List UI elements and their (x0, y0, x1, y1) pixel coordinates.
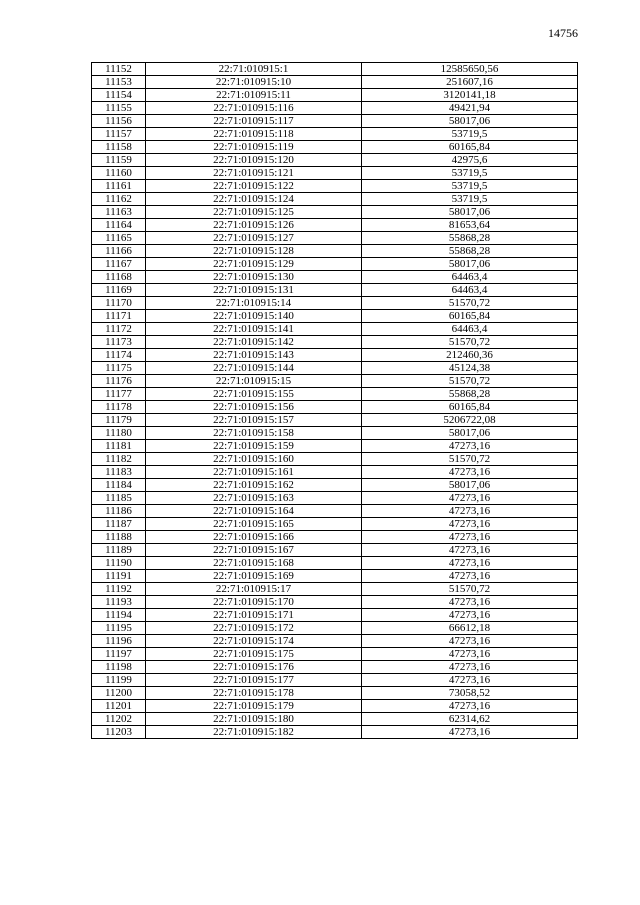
table-row (92, 518, 578, 531)
cadastral-number-cell: 22:71:010915:160 (146, 453, 362, 466)
value-cell: 47273,16 (362, 648, 578, 661)
table-row (92, 414, 578, 427)
cadastral-number-cell: 22:71:010915:156 (146, 401, 362, 414)
table-row (92, 648, 578, 661)
value-cell: 5206722,08 (362, 414, 578, 427)
value-cell: 58017,06 (362, 479, 578, 492)
row-number-cell: 11158 (92, 141, 146, 154)
cadastral-value-table (91, 62, 578, 739)
cadastral-number-cell: 22:71:010915:117 (146, 115, 362, 128)
value-cell: 47273,16 (362, 531, 578, 544)
cadastral-number-cell: 22:71:010915:141 (146, 323, 362, 336)
value-cell: 251607,16 (362, 76, 578, 89)
row-number-cell: 11159 (92, 154, 146, 167)
row-number-cell: 11173 (92, 336, 146, 349)
table-row (92, 284, 578, 297)
row-number-cell: 11199 (92, 674, 146, 687)
row-number-cell: 11178 (92, 401, 146, 414)
row-number-cell: 11164 (92, 219, 146, 232)
table-row (92, 622, 578, 635)
row-number-cell: 11179 (92, 414, 146, 427)
table-row (92, 609, 578, 622)
value-cell: 53719,5 (362, 128, 578, 141)
value-cell: 47273,16 (362, 570, 578, 583)
cadastral-number-cell: 22:71:010915:158 (146, 427, 362, 440)
row-number-cell: 11192 (92, 583, 146, 596)
cadastral-number-cell: 22:71:010915:127 (146, 232, 362, 245)
value-cell: 47273,16 (362, 440, 578, 453)
table-row (92, 232, 578, 245)
row-number-cell: 11155 (92, 102, 146, 115)
row-number-cell: 11174 (92, 349, 146, 362)
table-row (92, 557, 578, 570)
page-number: 14756 (548, 26, 578, 40)
cadastral-number-cell: 22:71:010915:177 (146, 674, 362, 687)
table-row (92, 375, 578, 388)
value-cell: 51570,72 (362, 336, 578, 349)
cadastral-number-cell: 22:71:010915:128 (146, 245, 362, 258)
cadastral-number-cell: 22:71:010915:155 (146, 388, 362, 401)
row-number-cell: 11175 (92, 362, 146, 375)
row-number-cell: 11171 (92, 310, 146, 323)
value-cell: 58017,06 (362, 258, 578, 271)
cadastral-number-cell: 22:71:010915:182 (146, 726, 362, 739)
value-cell: 55868,28 (362, 232, 578, 245)
cadastral-number-cell: 22:71:010915:143 (146, 349, 362, 362)
table-row (92, 219, 578, 232)
table-row (92, 713, 578, 726)
row-number-cell: 11193 (92, 596, 146, 609)
cadastral-number-cell: 22:71:010915:164 (146, 505, 362, 518)
table-row (92, 440, 578, 453)
table-body (92, 63, 578, 739)
table-row (92, 596, 578, 609)
cadastral-number-cell: 22:71:010915:124 (146, 193, 362, 206)
cadastral-number-cell: 22:71:010915:165 (146, 518, 362, 531)
value-cell: 51570,72 (362, 297, 578, 310)
value-cell: 51570,72 (362, 583, 578, 596)
row-number-cell: 11191 (92, 570, 146, 583)
table-row (92, 89, 578, 102)
row-number-cell: 11154 (92, 89, 146, 102)
value-cell: 53719,5 (362, 167, 578, 180)
cadastral-number-cell: 22:71:010915:129 (146, 258, 362, 271)
cadastral-number-cell: 22:71:010915:179 (146, 700, 362, 713)
table-row (92, 505, 578, 518)
value-cell: 64463,4 (362, 323, 578, 336)
cadastral-number-cell: 22:71:010915:175 (146, 648, 362, 661)
value-cell: 47273,16 (362, 492, 578, 505)
row-number-cell: 11153 (92, 76, 146, 89)
row-number-cell: 11152 (92, 63, 146, 76)
value-cell: 45124,38 (362, 362, 578, 375)
value-cell: 55868,28 (362, 388, 578, 401)
row-number-cell: 11166 (92, 245, 146, 258)
value-cell: 58017,06 (362, 115, 578, 128)
cadastral-number-cell: 22:71:010915:162 (146, 479, 362, 492)
value-cell: 73058,52 (362, 687, 578, 700)
row-number-cell: 11187 (92, 518, 146, 531)
value-cell: 47273,16 (362, 596, 578, 609)
row-number-cell: 11168 (92, 271, 146, 284)
table-row (92, 271, 578, 284)
table-row (92, 180, 578, 193)
row-number-cell: 11189 (92, 544, 146, 557)
table-row (92, 583, 578, 596)
value-cell: 53719,5 (362, 180, 578, 193)
cadastral-number-cell: 22:71:010915:131 (146, 284, 362, 297)
row-number-cell: 11161 (92, 180, 146, 193)
cadastral-number-cell: 22:71:010915:140 (146, 310, 362, 323)
cadastral-number-cell: 22:71:010915:144 (146, 362, 362, 375)
row-number-cell: 11160 (92, 167, 146, 180)
value-cell: 60165,84 (362, 141, 578, 154)
value-cell: 47273,16 (362, 544, 578, 557)
table-row (92, 115, 578, 128)
row-number-cell: 11188 (92, 531, 146, 544)
table-row (92, 297, 578, 310)
value-cell: 47273,16 (362, 700, 578, 713)
table-row (92, 661, 578, 674)
table-row (92, 76, 578, 89)
table-row (92, 349, 578, 362)
cadastral-number-cell: 22:71:010915:167 (146, 544, 362, 557)
cadastral-number-cell: 22:71:010915:122 (146, 180, 362, 193)
row-number-cell: 11170 (92, 297, 146, 310)
cadastral-number-cell: 22:71:010915:1 (146, 63, 362, 76)
table-row (92, 362, 578, 375)
table-row (92, 141, 578, 154)
table-row (92, 453, 578, 466)
row-number-cell: 11167 (92, 258, 146, 271)
table-row (92, 128, 578, 141)
table-row (92, 427, 578, 440)
row-number-cell: 11186 (92, 505, 146, 518)
row-number-cell: 11180 (92, 427, 146, 440)
table-row (92, 193, 578, 206)
value-cell: 64463,4 (362, 271, 578, 284)
table-row (92, 401, 578, 414)
cadastral-number-cell: 22:71:010915:120 (146, 154, 362, 167)
row-number-cell: 11202 (92, 713, 146, 726)
row-number-cell: 11177 (92, 388, 146, 401)
cadastral-number-cell: 22:71:010915:14 (146, 297, 362, 310)
cadastral-number-cell: 22:71:010915:171 (146, 609, 362, 622)
value-cell: 62314,62 (362, 713, 578, 726)
value-cell: 47273,16 (362, 635, 578, 648)
row-number-cell: 11176 (92, 375, 146, 388)
value-cell: 47273,16 (362, 466, 578, 479)
row-number-cell: 11157 (92, 128, 146, 141)
row-number-cell: 11195 (92, 622, 146, 635)
row-number-cell: 11200 (92, 687, 146, 700)
value-cell: 47273,16 (362, 505, 578, 518)
row-number-cell: 11165 (92, 232, 146, 245)
value-cell: 47273,16 (362, 609, 578, 622)
row-number-cell: 11203 (92, 726, 146, 739)
value-cell: 47273,16 (362, 557, 578, 570)
cadastral-number-cell: 22:71:010915:169 (146, 570, 362, 583)
cadastral-number-cell: 22:71:010915:11 (146, 89, 362, 102)
value-cell: 3120141,18 (362, 89, 578, 102)
table-row (92, 206, 578, 219)
value-cell: 60165,84 (362, 401, 578, 414)
cadastral-number-cell: 22:71:010915:118 (146, 128, 362, 141)
cadastral-number-cell: 22:71:010915:15 (146, 375, 362, 388)
value-cell: 49421,94 (362, 102, 578, 115)
table-row (92, 466, 578, 479)
cadastral-number-cell: 22:71:010915:10 (146, 76, 362, 89)
table-row (92, 336, 578, 349)
table-row (92, 323, 578, 336)
row-number-cell: 11196 (92, 635, 146, 648)
cadastral-number-cell: 22:71:010915:119 (146, 141, 362, 154)
table-row (92, 492, 578, 505)
row-number-cell: 11198 (92, 661, 146, 674)
value-cell: 55868,28 (362, 245, 578, 258)
row-number-cell: 11183 (92, 466, 146, 479)
row-number-cell: 11181 (92, 440, 146, 453)
table-row (92, 63, 578, 76)
value-cell: 12585650,56 (362, 63, 578, 76)
cadastral-number-cell: 22:71:010915:163 (146, 492, 362, 505)
cadastral-number-cell: 22:71:010915:17 (146, 583, 362, 596)
cadastral-number-cell: 22:71:010915:142 (146, 336, 362, 349)
row-number-cell: 11201 (92, 700, 146, 713)
value-cell: 47273,16 (362, 518, 578, 531)
table-row (92, 245, 578, 258)
table-row (92, 674, 578, 687)
value-cell: 47273,16 (362, 661, 578, 674)
table-row (92, 687, 578, 700)
cadastral-number-cell: 22:71:010915:176 (146, 661, 362, 674)
value-cell: 51570,72 (362, 375, 578, 388)
cadastral-number-cell: 22:71:010915:157 (146, 414, 362, 427)
value-cell: 81653,64 (362, 219, 578, 232)
table-row (92, 258, 578, 271)
row-number-cell: 11163 (92, 206, 146, 219)
value-cell: 60165,84 (362, 310, 578, 323)
value-cell: 53719,5 (362, 193, 578, 206)
value-cell: 51570,72 (362, 453, 578, 466)
table-row (92, 570, 578, 583)
value-cell: 212460,36 (362, 349, 578, 362)
table-row (92, 154, 578, 167)
cadastral-number-cell: 22:71:010915:174 (146, 635, 362, 648)
value-cell: 66612,18 (362, 622, 578, 635)
row-number-cell: 11185 (92, 492, 146, 505)
cadastral-number-cell: 22:71:010915:161 (146, 466, 362, 479)
value-cell: 47273,16 (362, 726, 578, 739)
cadastral-number-cell: 22:71:010915:125 (146, 206, 362, 219)
row-number-cell: 11169 (92, 284, 146, 297)
row-number-cell: 11182 (92, 453, 146, 466)
cadastral-number-cell: 22:71:010915:180 (146, 713, 362, 726)
row-number-cell: 11190 (92, 557, 146, 570)
row-number-cell: 11194 (92, 609, 146, 622)
cadastral-number-cell: 22:71:010915:170 (146, 596, 362, 609)
value-cell: 47273,16 (362, 674, 578, 687)
cadastral-number-cell: 22:71:010915:178 (146, 687, 362, 700)
table-row (92, 479, 578, 492)
value-cell: 64463,4 (362, 284, 578, 297)
cadastral-number-cell: 22:71:010915:116 (146, 102, 362, 115)
cadastral-number-cell: 22:71:010915:168 (146, 557, 362, 570)
table-row (92, 310, 578, 323)
table-row (92, 700, 578, 713)
cadastral-number-cell: 22:71:010915:126 (146, 219, 362, 232)
row-number-cell: 11162 (92, 193, 146, 206)
value-cell: 58017,06 (362, 427, 578, 440)
cadastral-number-cell: 22:71:010915:121 (146, 167, 362, 180)
table-row (92, 635, 578, 648)
table-row (92, 544, 578, 557)
row-number-cell: 11197 (92, 648, 146, 661)
cadastral-number-cell: 22:71:010915:159 (146, 440, 362, 453)
table-row (92, 388, 578, 401)
value-cell: 58017,06 (362, 206, 578, 219)
table-row (92, 167, 578, 180)
cadastral-number-cell: 22:71:010915:166 (146, 531, 362, 544)
row-number-cell: 11172 (92, 323, 146, 336)
table-row (92, 531, 578, 544)
cadastral-number-cell: 22:71:010915:130 (146, 271, 362, 284)
table-row (92, 102, 578, 115)
row-number-cell: 11184 (92, 479, 146, 492)
value-cell: 42975,6 (362, 154, 578, 167)
cadastral-number-cell: 22:71:010915:172 (146, 622, 362, 635)
table-row (92, 726, 578, 739)
row-number-cell: 11156 (92, 115, 146, 128)
